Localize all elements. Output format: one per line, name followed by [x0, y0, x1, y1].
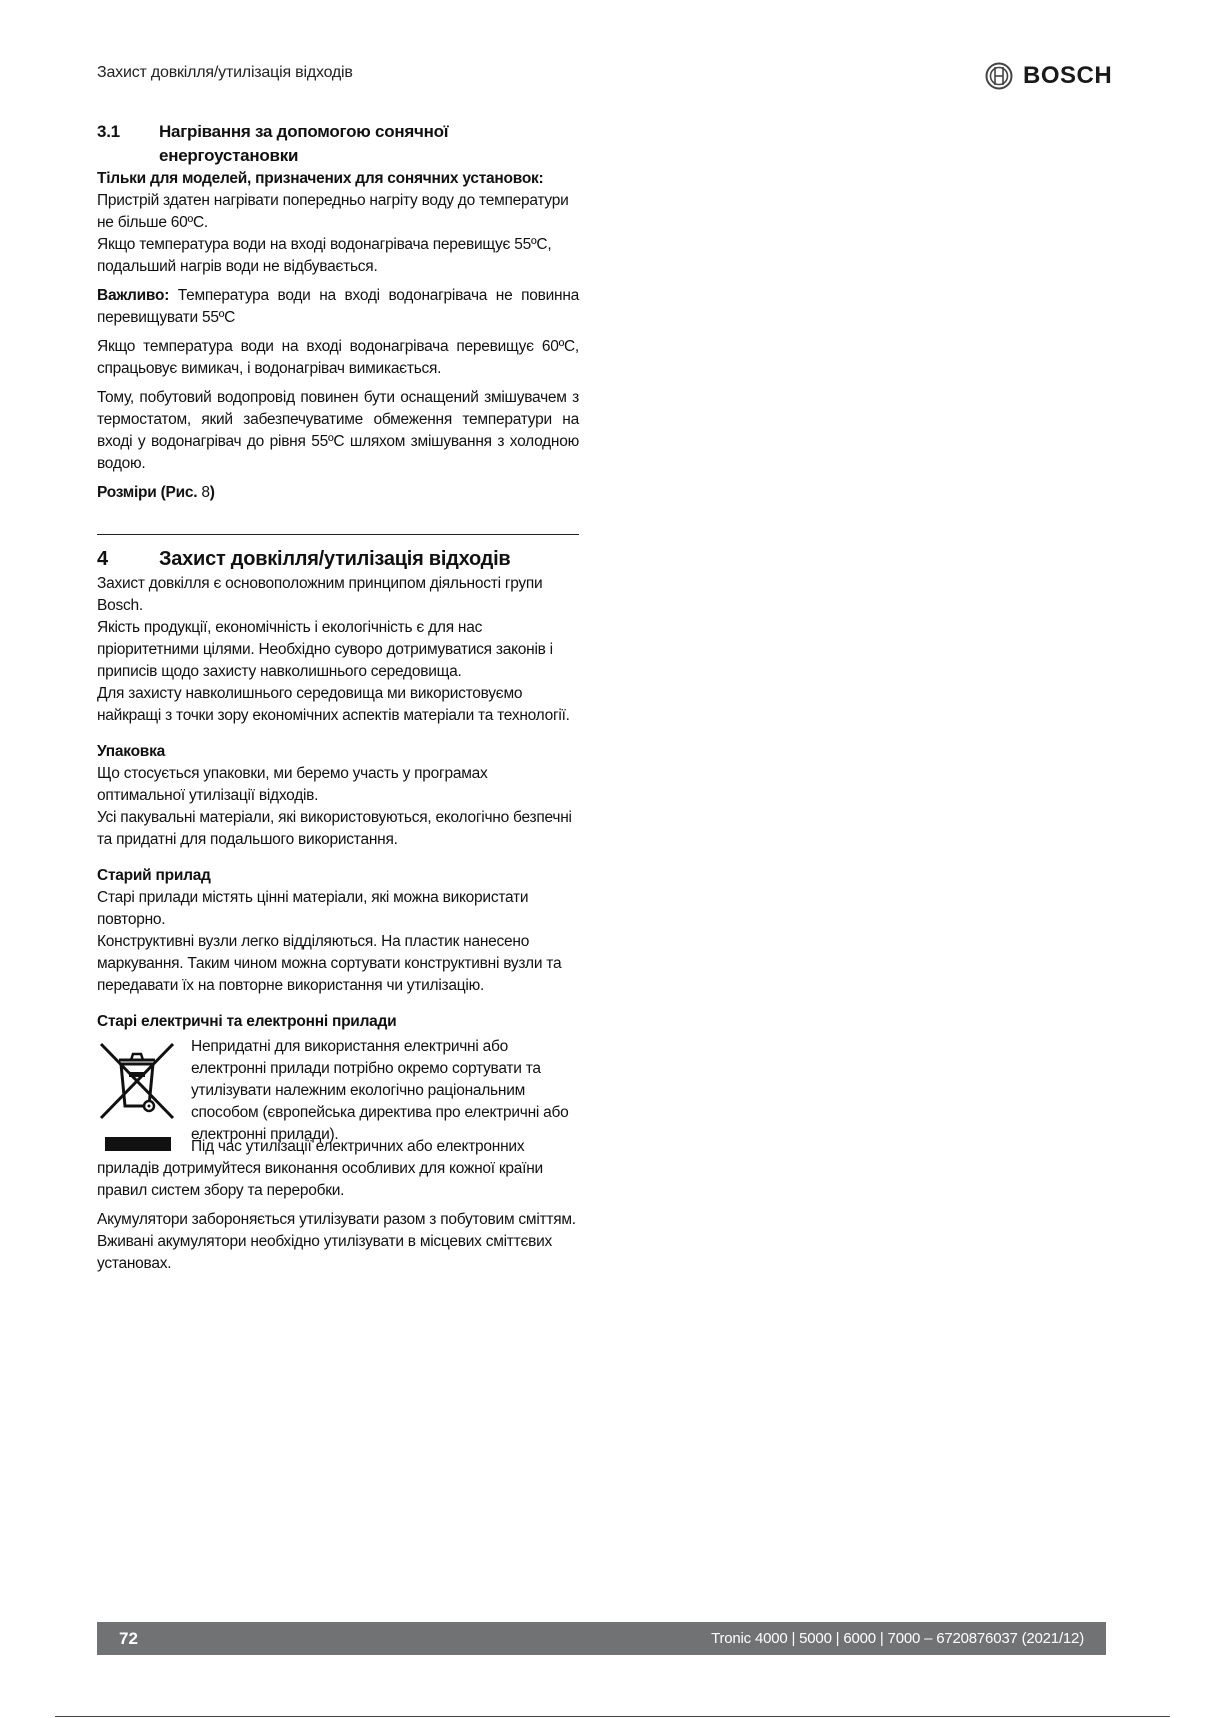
- dimensions-label: Розміри (Рис.: [97, 484, 198, 501]
- packaging-heading: Упаковка: [97, 743, 165, 760]
- paragraph: Захист довкілля є основоположним принципом діяльності групи Bosch.: [97, 575, 543, 614]
- paragraph: Що стосується упаковки, ми беремо участь у програмах оптимальної утилізації відходів.: [97, 765, 488, 804]
- bosch-armature-icon: [985, 62, 1013, 90]
- weee-heading: Старі електричні та електронні прилади: [97, 1013, 397, 1030]
- important-note: [97, 285, 579, 329]
- paragraph: Під час утилізації електричних або електронних приладів дотримуйтеся виконання особливих для кожної країни правил систем збору та переробки.: [97, 1138, 543, 1199]
- footer-bar: [97, 1622, 1106, 1655]
- running-title: Захист довкілля/утилізація відходів: [97, 64, 353, 81]
- batteries-paragraph: Акумулятори забороняється утилізувати разом з побутовим сміттям. Вживані акумулятори необхідно утилізувати в місцевих сміттєвих установах.: [97, 1211, 576, 1272]
- paragraph: Для захисту навколишнього середовища ми використовуємо найкращі з точки зору економічних аспектів матеріали та технології.: [97, 685, 570, 724]
- section-title: Нагрівання за допомогою сонячної енергоустановки: [159, 122, 449, 165]
- paragraph: Якість продукції, економічність і екологічність є для нас пріоритетними цілями. Необхідно суворо дотримуватися законів і приписів щодо захисту навколишнього середовища.: [97, 619, 553, 680]
- important-label: Важливо:: [97, 287, 170, 304]
- section-4-heading: [97, 545, 579, 573]
- section-number: 3.1: [97, 122, 120, 141]
- paragraph: Конструктивні вузли легко відділяються. На пластик нанесено маркування. Таким чином можна сортувати конструктивні вузли та передавати їх на повторне використання чи утилізацію.: [97, 933, 562, 994]
- dimensions-close: ): [209, 484, 215, 501]
- page-bottom-rule: [55, 1716, 1170, 1717]
- brand-name: BOSCH: [1023, 62, 1113, 89]
- dimensions-reference: [97, 482, 579, 504]
- paragraph: Пристрій здатен нагрівати попередньо нагріту воду до температури не більше 60ºC.: [97, 192, 569, 231]
- paragraph: Тому, побутовий водопровід повинен бути оснащений змішувачем з термостатом, який забезпечуватиме обмеження температури на вході у водонагрівач до рівня 55ºC шляхом змішування з холодною водою.: [97, 389, 579, 472]
- section-divider: [97, 534, 579, 535]
- section-3-1-heading: [97, 120, 579, 168]
- paragraph: Якщо температура води на вході водонагрівача перевищує 55ºC, подальший нагрів води не відбувається.: [97, 236, 552, 275]
- paragraph: Якщо температура води на вході водонагрівача перевищує 60ºC, спрацьовує вимикач, і водонагрівач вимикається.: [97, 338, 579, 377]
- crossed-out-wheelie-bin-icon: [97, 1038, 177, 1158]
- brand-logo: [985, 62, 1112, 90]
- page-number: 72: [119, 1628, 138, 1648]
- figure-link[interactable]: 8: [197, 484, 210, 501]
- solar-models-subheading: Тільки для моделей, призначених для сонячних установок:: [97, 170, 544, 187]
- important-text: Температура води на вході водонагрівача не повинна перевищувати 55ºC: [97, 287, 579, 326]
- document-id: Tronic 4000 | 5000 | 6000 | 7000 – 6720876037 (2021/12): [711, 1630, 1084, 1647]
- section-number: 4: [97, 548, 108, 570]
- old-device-heading: Старий прилад: [97, 867, 211, 884]
- section-title: Захист довкілля/утилізація відходів: [159, 548, 511, 570]
- weee-text: Непридатні для використання електричні або електронні прилади потрібно окремо сортувати та утилізувати належним екологічно раціональним способом (європейська директива про електричні або електронні прилади).: [191, 1038, 569, 1143]
- paragraph: Старі прилади містять цінні матеріали, які можна використати повторно.: [97, 889, 529, 928]
- paragraph: Усі пакувальні матеріали, які використовуються, екологічно безпечні та придатні для подальшого використання.: [97, 809, 572, 848]
- content-column: [97, 120, 579, 1275]
